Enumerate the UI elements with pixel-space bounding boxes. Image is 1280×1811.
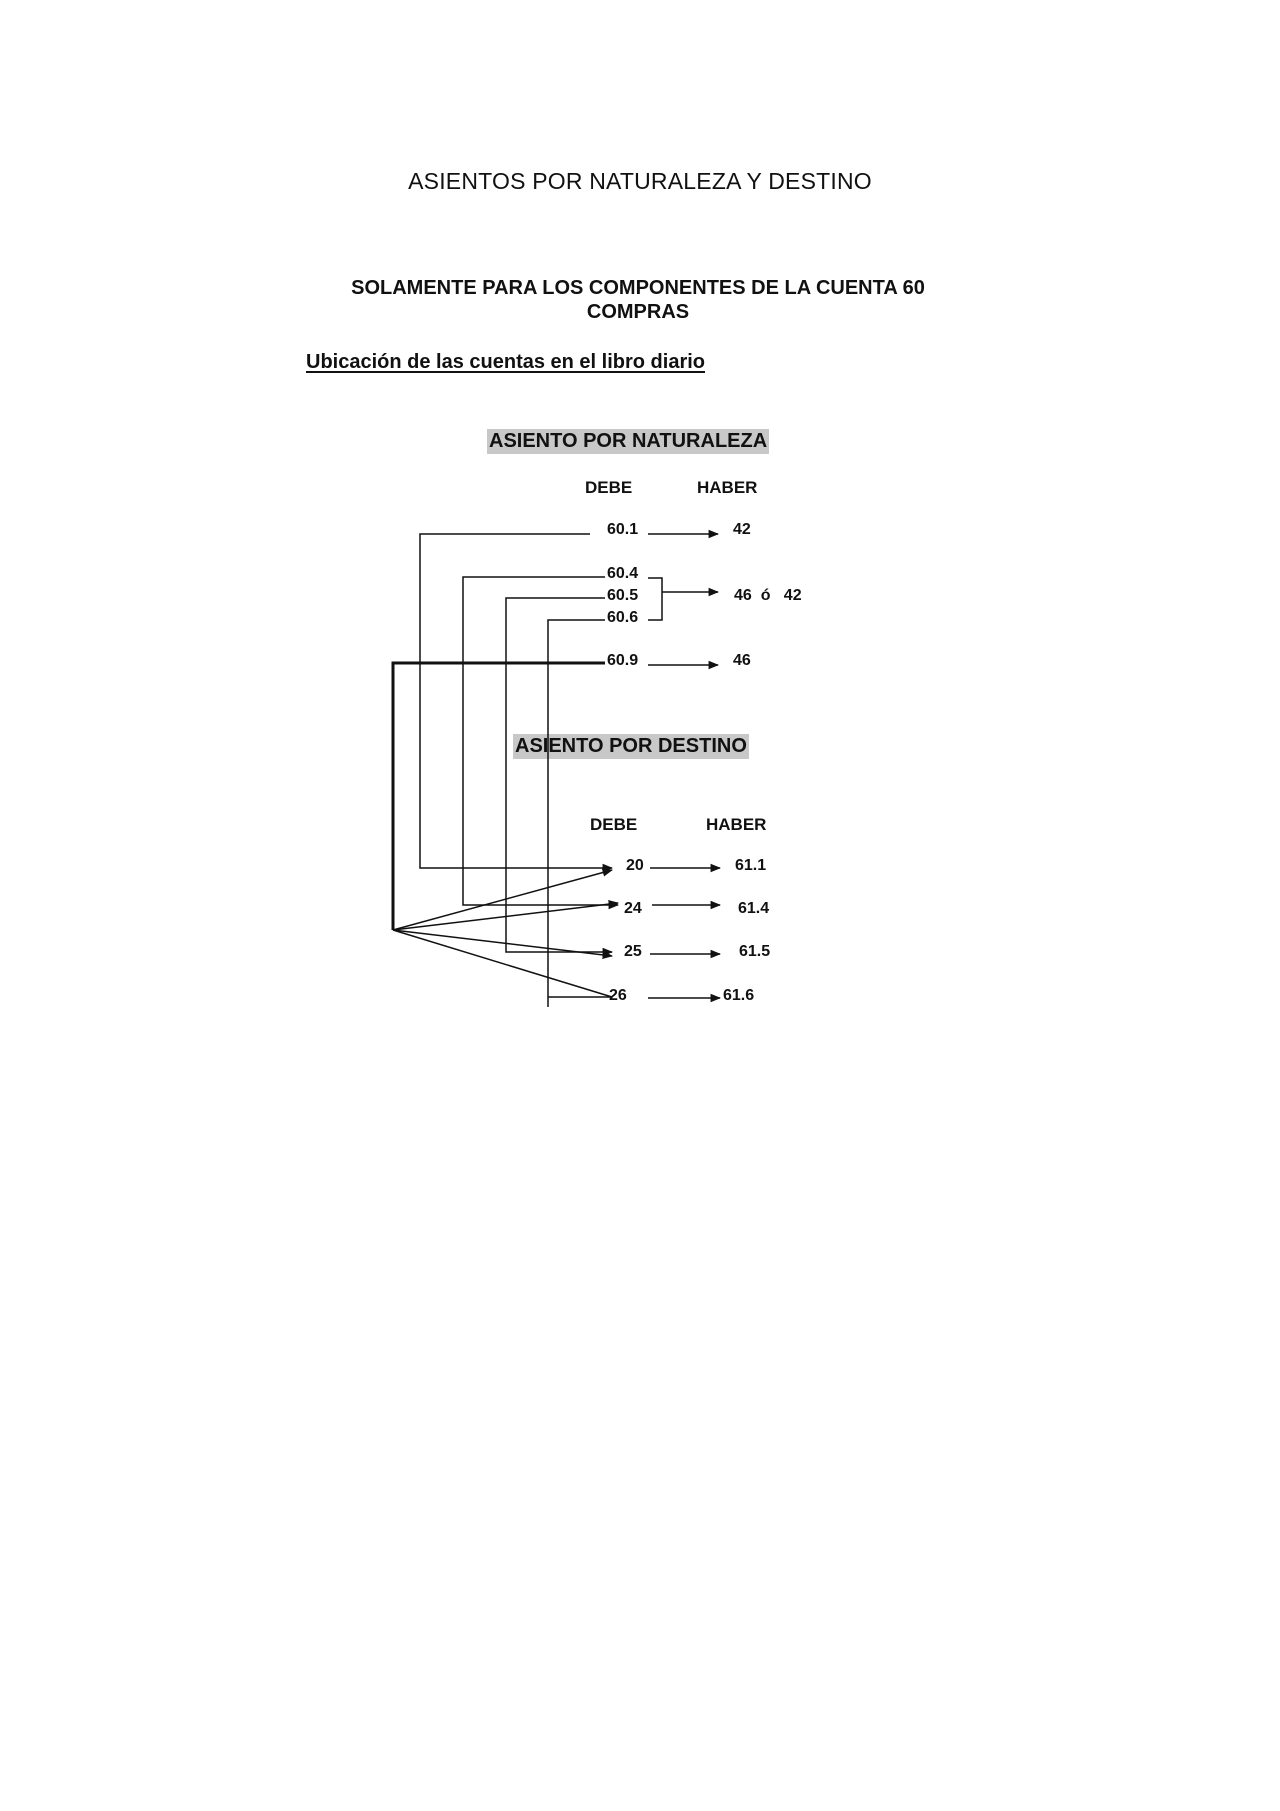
destino-debe-24: 24 (624, 900, 642, 917)
document-title: ASIENTOS POR NATURALEZA Y DESTINO (408, 168, 872, 194)
line-60-9-distribution (393, 663, 605, 930)
naturaleza-haber-42: 42 (733, 521, 751, 538)
destino-haber-header: HABER (706, 815, 767, 834)
naturaleza-debe-60-4: 60.4 (607, 565, 639, 582)
naturaleza-debe-60-6: 60.6 (607, 609, 639, 626)
naturaleza-debe-60-5: 60.5 (607, 587, 639, 604)
destino-haber-61-6: 61.6 (723, 987, 755, 1004)
destino-debe-25: 25 (624, 943, 642, 960)
document-subtitle-line2: COMPRAS (586, 301, 690, 323)
line-60-4-to-24 (463, 577, 618, 905)
naturaleza-haber-46: 46 (733, 652, 751, 669)
naturaleza-heading: ASIENTO POR NATURALEZA (489, 430, 768, 452)
bracket-60-4-60-6 (648, 578, 662, 620)
naturaleza-haber-46-o-42: 46 ó 42 (734, 587, 802, 604)
naturaleza-debe-60-1: 60.1 (607, 521, 639, 538)
destino-debe-26: 26 (609, 987, 627, 1004)
naturaleza-haber-header: HABER (697, 478, 758, 497)
line-60-5-to-25 (506, 598, 612, 952)
fan-to-20 (393, 870, 612, 930)
destino-debe-20: 20 (626, 857, 644, 874)
section-heading: Ubicación de las cuentas en el libro diario (306, 351, 706, 373)
destino-haber-61-1: 61.1 (735, 857, 767, 874)
naturaleza-debe-header: DEBE (585, 478, 633, 497)
destino-haber-61-4: 61.4 (738, 900, 770, 917)
destino-debe-header: DEBE (590, 815, 638, 834)
naturaleza-debe-60-9: 60.9 (607, 652, 639, 669)
fan-to-25 (393, 930, 612, 956)
document-subtitle-line1: SOLAMENTE PARA LOS COMPONENTES DE LA CUENTA 60 (351, 277, 925, 299)
destino-heading: ASIENTO POR DESTINO (515, 735, 747, 757)
line-60-1-to-20 (420, 534, 612, 868)
fan-to-26 (393, 930, 612, 997)
destino-haber-61-5: 61.5 (739, 943, 771, 960)
